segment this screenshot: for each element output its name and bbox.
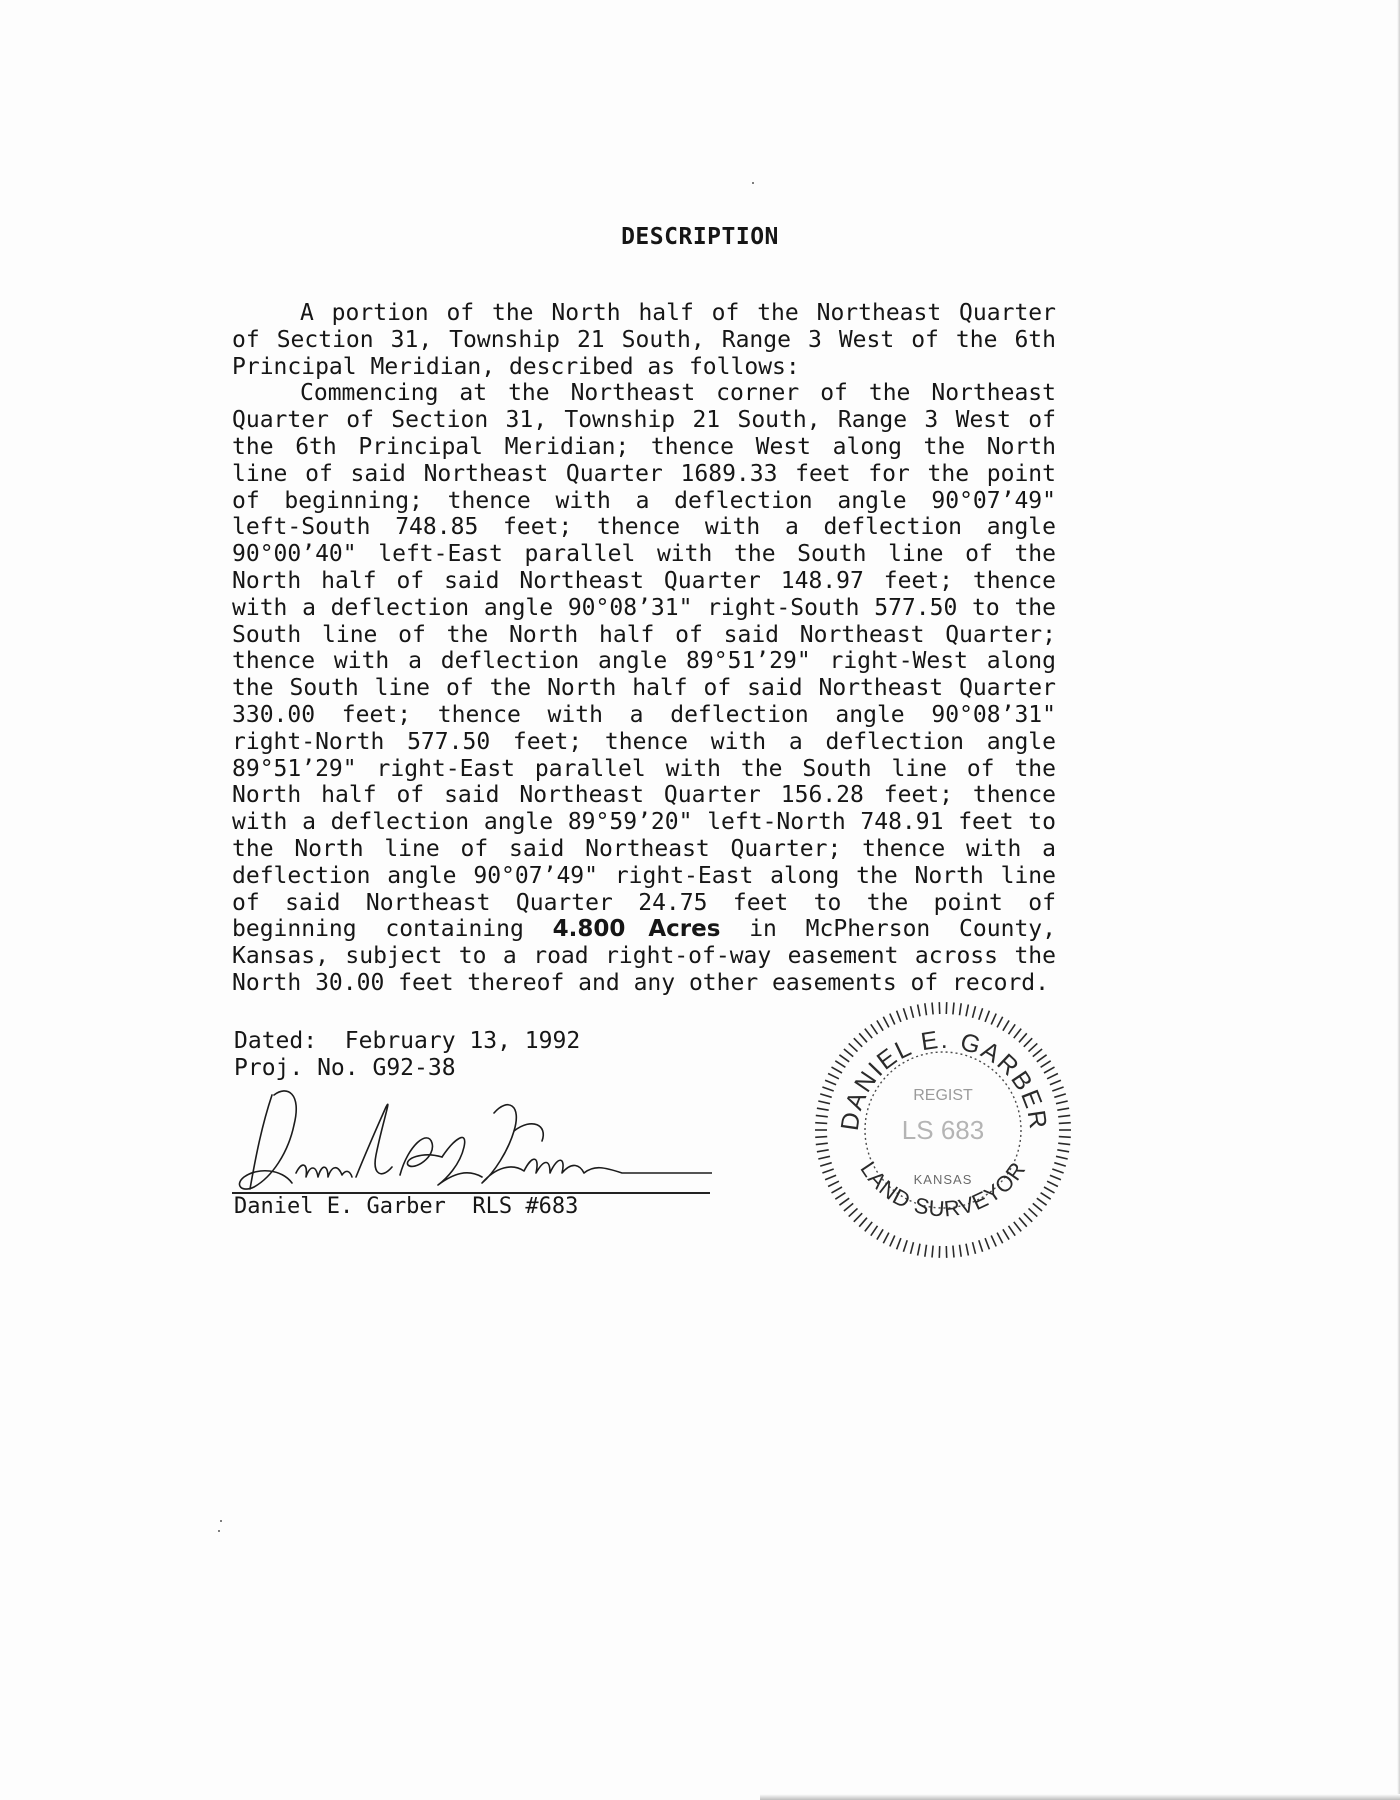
dated-line: Dated: February 13, 1992 <box>234 1028 581 1054</box>
seal-tick <box>897 1238 901 1249</box>
seal-tick <box>953 1246 954 1258</box>
seal-tick <box>1052 1169 1063 1173</box>
seal-tick <box>849 1043 858 1051</box>
seal-tick <box>932 1003 933 1015</box>
seal-tick <box>911 1242 914 1254</box>
seal-tick <box>839 1198 849 1205</box>
seal-tick <box>1059 1137 1071 1138</box>
description-paragraph-metes-bounds <box>232 380 1056 996</box>
seal-tick <box>985 1011 989 1022</box>
seal-tick <box>1044 1067 1055 1073</box>
seal-tick <box>1044 1187 1055 1193</box>
description-text-end: in McPherson County, Kansas, subject to a road right-of-way easement across the North 30.00 feet thereof and any other easements of record. <box>232 916 1056 996</box>
seal-tick <box>859 1033 867 1042</box>
seal-tick <box>1037 1198 1047 1205</box>
seal-tick <box>1058 1143 1070 1144</box>
seal-tick <box>822 1087 833 1091</box>
seal-tick <box>1054 1163 1066 1166</box>
seal-tick <box>820 1094 832 1097</box>
seal-tick <box>997 1017 1003 1028</box>
seal-tick <box>953 1003 954 1015</box>
seal-tick <box>844 1049 853 1057</box>
seal-tick <box>832 1187 843 1193</box>
seal-tick <box>1003 1229 1009 1239</box>
seal-license-number: LS 683 <box>901 1115 985 1145</box>
seal-tick <box>1029 1208 1038 1216</box>
description-paragraph-intro: A portion of the North half of the Northeast Quarter of Section 31, Township 21 South, Range 3 West of the 6th Principal Meridian, described as follows: <box>232 300 1056 380</box>
seal-tick <box>1056 1156 1068 1159</box>
seal-tick <box>1037 1055 1047 1062</box>
seal-tick <box>973 1006 976 1018</box>
seal-tick <box>979 1008 983 1019</box>
seal-tick <box>991 1236 996 1247</box>
seal-tick <box>1014 1029 1021 1039</box>
seal-tick <box>1058 1115 1070 1116</box>
page-bottom-shadow <box>760 1794 1400 1800</box>
seal-top-text: DANIEL E. GARBER <box>835 1025 1053 1133</box>
seal-tick <box>903 1008 907 1019</box>
project-number: Proj. No. G92-38 <box>234 1055 456 1081</box>
date-block <box>234 1028 580 1082</box>
seal-tick <box>1019 1218 1027 1227</box>
seal-tick <box>1041 1193 1051 1200</box>
seal-tick <box>1047 1074 1058 1079</box>
seal-tick <box>871 1024 878 1034</box>
seal-tick <box>966 1005 968 1017</box>
seal-tick <box>911 1006 914 1018</box>
seal-tick <box>918 1005 920 1017</box>
seal-tick <box>1059 1123 1071 1124</box>
seal-tick <box>832 1067 843 1073</box>
seal-bottom-text: LAND SURVEYOR <box>855 1156 1031 1222</box>
seal-tick <box>825 1080 836 1085</box>
seal-tick <box>1052 1087 1063 1091</box>
seal-tick <box>825 1175 836 1180</box>
seal-tick <box>835 1193 845 1200</box>
seal-tick <box>835 1061 845 1068</box>
seal-tick <box>1003 1020 1009 1030</box>
seal-tick <box>1033 1049 1042 1057</box>
seal-tick <box>991 1014 996 1025</box>
seal-tick <box>1009 1226 1016 1236</box>
seal-tick <box>997 1233 1003 1244</box>
legal-description <box>232 300 1056 997</box>
seal-tick <box>1024 1213 1032 1222</box>
seal-tick <box>960 1245 962 1257</box>
seal-tick <box>1024 1038 1032 1047</box>
seal-tick <box>985 1238 989 1249</box>
seal-tick <box>1041 1061 1051 1068</box>
seal-tick <box>925 1245 927 1257</box>
seal-tick <box>818 1156 830 1159</box>
seal-tick <box>815 1123 827 1124</box>
seal-tick <box>883 1233 889 1244</box>
signature-block <box>232 1085 712 1225</box>
seal-tick <box>890 1014 895 1025</box>
handwritten-signature <box>232 1085 712 1195</box>
seal-tick <box>815 1137 827 1138</box>
seal-tick <box>828 1181 839 1186</box>
seal-tick <box>816 1115 828 1116</box>
seal-tick <box>1019 1033 1027 1042</box>
document-title: DESCRIPTION <box>621 224 779 250</box>
seal-tick <box>828 1074 839 1079</box>
scan-speck <box>218 1530 220 1532</box>
seal-tick <box>822 1169 833 1173</box>
seal-center-top-text: REGIST <box>913 1087 973 1104</box>
seal-tick <box>1057 1150 1069 1152</box>
seal-tick <box>817 1108 829 1110</box>
seal-tick <box>871 1226 878 1236</box>
seal-tick <box>1014 1222 1021 1232</box>
seal-tick <box>1033 1203 1042 1211</box>
seal-state-text: KANSAS <box>913 1172 973 1187</box>
seal-tick <box>897 1011 901 1022</box>
seal-tick <box>865 1222 872 1232</box>
seal-tick <box>1047 1181 1058 1186</box>
seal-tick <box>1056 1101 1068 1104</box>
seal-tick <box>883 1017 889 1028</box>
surveyor-seal <box>810 994 1075 1259</box>
seal-tick <box>1050 1080 1061 1085</box>
seal-tick <box>816 1143 828 1144</box>
seal-tick <box>844 1203 853 1211</box>
seal-tick <box>1050 1175 1061 1180</box>
seal-tick <box>903 1240 907 1251</box>
seal-tick <box>966 1244 968 1256</box>
seal-tick <box>925 1003 927 1015</box>
seal-tick <box>839 1055 849 1062</box>
scan-speck <box>752 182 754 184</box>
seal-tick <box>1029 1043 1038 1051</box>
seal-tick <box>890 1236 895 1247</box>
seal-tick <box>1009 1024 1016 1034</box>
acreage-value: 4.800 Acres <box>552 916 721 943</box>
seal-tick <box>817 1150 829 1152</box>
seal-tick <box>960 1003 962 1015</box>
description-text: Commencing at the Northeast corner of the Northeast Quarter of Section 31, Township 21 South, Range 3 West of the 6th Principal Meridian; thence West along the North line of said Northeast Quarter 1689.33 feet for the point of beginning; thence with a deflection angle 90°07’49" left-South 748.85 feet; thence with a deflection angle 90°00’40" left-East parallel with the South line of the North half of said Northeast Quarter 148.97 feet; thence with a deflection angle 90°08’31" right-South 577.50 to the South line of the North half of said Northeast Quarter; thence with a deflection angle 89°51’29" right-West along the South line of the North half of said Northeast Quarter 330.00 feet; thence with a deflection angle 90°08’31" right-North 577.50 feet; thence with a deflection angle 89°51’29" right-East parallel with the South line of the North half of said Northeast Quarter 156.28 feet; thence with a deflection angle 89°59’20" left-North 748.91 feet to the North line of said Northeast Quarter; thence with a deflection angle 90°07’49" right-East along the North line of said Northeast Quarter 24.75 feet to the point of beginning containing <box>232 380 1056 943</box>
seal-tick <box>877 1229 883 1239</box>
signer-name: Daniel E. Garber RLS #683 <box>234 1194 579 1219</box>
seal-tick <box>918 1244 920 1256</box>
seal-tick <box>818 1101 830 1104</box>
seal-tick <box>859 1218 867 1227</box>
seal-tick <box>1054 1094 1066 1097</box>
seal-tick <box>865 1029 872 1039</box>
seal-tick <box>973 1242 976 1254</box>
seal-tick <box>979 1240 983 1251</box>
scan-speck <box>220 1520 222 1522</box>
seal-tick <box>932 1246 933 1258</box>
seal-tick <box>877 1020 883 1030</box>
seal-tick <box>849 1208 858 1216</box>
seal-tick <box>854 1213 862 1222</box>
seal-tick <box>1057 1108 1069 1110</box>
seal-tick <box>854 1038 862 1047</box>
seal-tick <box>820 1163 832 1166</box>
